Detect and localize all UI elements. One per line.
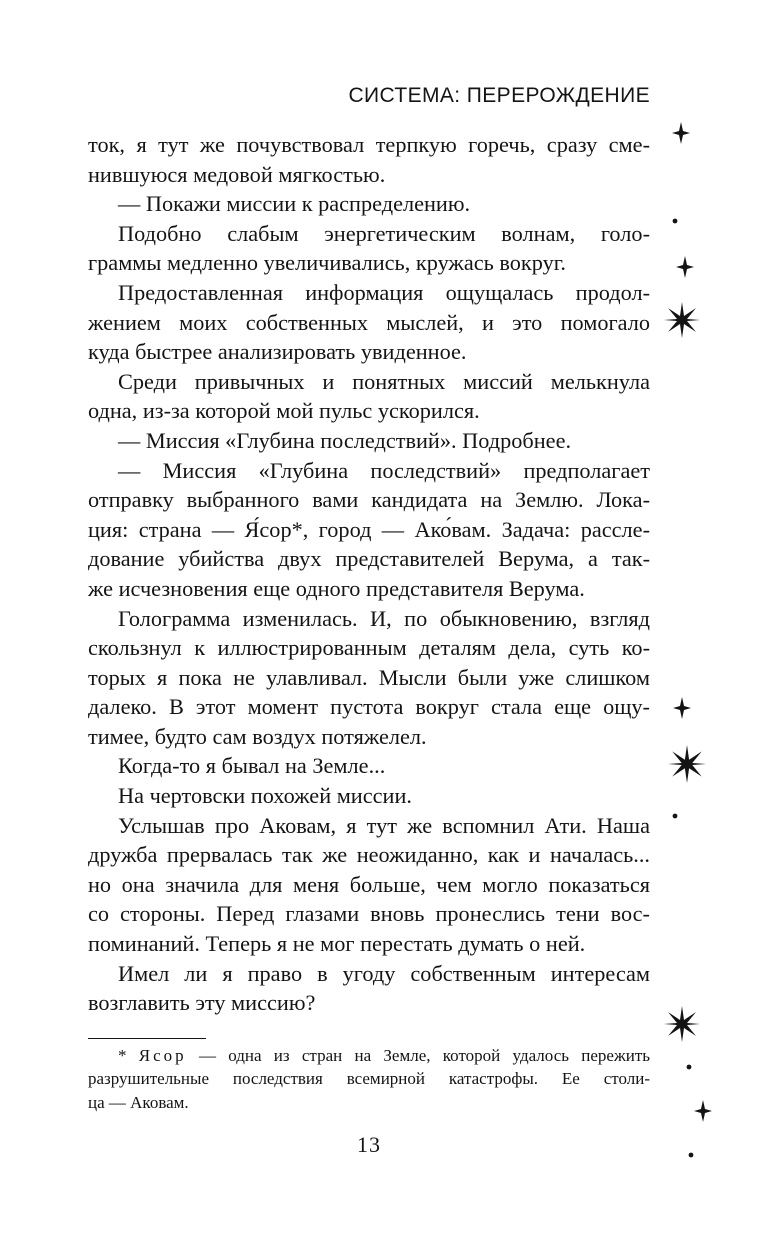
sparkle-icon (694, 1100, 712, 1122)
text-line: нившуюся медовой мягкостью. (88, 161, 386, 187)
text-line: тимее, будто сам воздух потяжелел. (88, 723, 427, 749)
text-line: поминаний. Теперь я не мог перестать думать о ней. (88, 931, 586, 957)
footnote-text: — одна из стран на Земле, которой удалось пережить (186, 1046, 650, 1065)
text-line: скользнул к иллюстрированным деталям дела, суть ко- (88, 635, 650, 661)
dot-icon (686, 1064, 692, 1070)
footnote (88, 1044, 650, 1114)
text-line: — Миссия «Глубина последствий» предполагает (118, 457, 650, 483)
text-line: Подобно слабым энергетическим волнам, голо- (118, 220, 650, 246)
text-line: жением моих собственных мыслей, и это помогало (88, 309, 650, 335)
text-line: торых я пока не улавливал. Мысли были уже слишком (88, 664, 650, 690)
footnote-rule (88, 1038, 206, 1039)
footnote-line: ца — Аковам. (88, 1092, 189, 1112)
text-line: Имел ли я право в угоду собственным интересам (118, 960, 650, 986)
sparkle-icon (673, 697, 691, 719)
dot-icon (672, 218, 678, 224)
text-line: Когда-то я бывал на Земле... (118, 753, 386, 779)
text-line: Среди привычных и понятных миссий мелькнула (118, 368, 650, 394)
text-line: возглавить эту миссию? (88, 990, 316, 1016)
text-line: На чертовски похожей миссии. (118, 783, 412, 809)
text-line: — Покажи миссии к распределению. (118, 191, 471, 217)
text-line: Услышав про Аковам, я тут же вспомнил Ати. Наша (118, 812, 650, 838)
star-burst-icon (668, 745, 706, 783)
text-line: же исчезновения еще одного представителя Верума. (88, 575, 585, 601)
star-burst-icon (664, 302, 700, 338)
text-line: дование убийства двух представителей Верума, а так- (88, 546, 650, 572)
footnote-term: Ясор (138, 1046, 187, 1065)
running-head: СИСТЕМА: ПЕРЕРОЖДЕНИЕ (348, 84, 650, 107)
text-line: но она значила для меня больше, чем могло показаться (88, 871, 650, 897)
dot-icon (688, 1152, 694, 1158)
text-line: граммы медленно увеличивались, кружась вокруг. (88, 250, 566, 276)
sparkle-icon (676, 256, 694, 278)
star-burst-icon (664, 1006, 700, 1042)
text-line: Предоставленная информация ощущалась продол- (118, 279, 650, 305)
text-line: дружба прервалась так же неожиданно, как и началась... (88, 842, 650, 868)
page-number: 13 (357, 1132, 381, 1157)
text-line: куда быстрее анализировать увиденное. (88, 339, 467, 365)
footnote-marker: * (118, 1046, 139, 1065)
text-line: далеко. В этот момент пустота вокруг стала еще ощу- (88, 694, 650, 720)
sparkle-icon (672, 122, 690, 144)
footnote-line: разрушительные последствия всемирной катастрофы. Ее столи- (88, 1069, 650, 1089)
text-line: Голограмма изменилась. И, по обыкновению, взгляд (118, 605, 650, 631)
dot-icon (672, 813, 678, 819)
text-line: ция: страна — Я́сор*, город — Ако́вам. Задача: рассле- (88, 516, 650, 542)
text-line: ток, я тут же почувствовал терпкую горечь, сразу сме- (88, 132, 650, 157)
text-line: со стороны. Перед глазами вновь пронеслись тени вос- (88, 901, 650, 927)
text-line: одна, из-за которой мой пульс ускорился. (88, 398, 480, 424)
footnote-line (88, 1044, 650, 1067)
body-text (88, 130, 650, 1018)
text-line: отправку выбранного вами кандидата на Землю. Лока- (88, 487, 650, 513)
text-line: — Миссия «Глубина последствий». Подробнее. (118, 427, 572, 453)
